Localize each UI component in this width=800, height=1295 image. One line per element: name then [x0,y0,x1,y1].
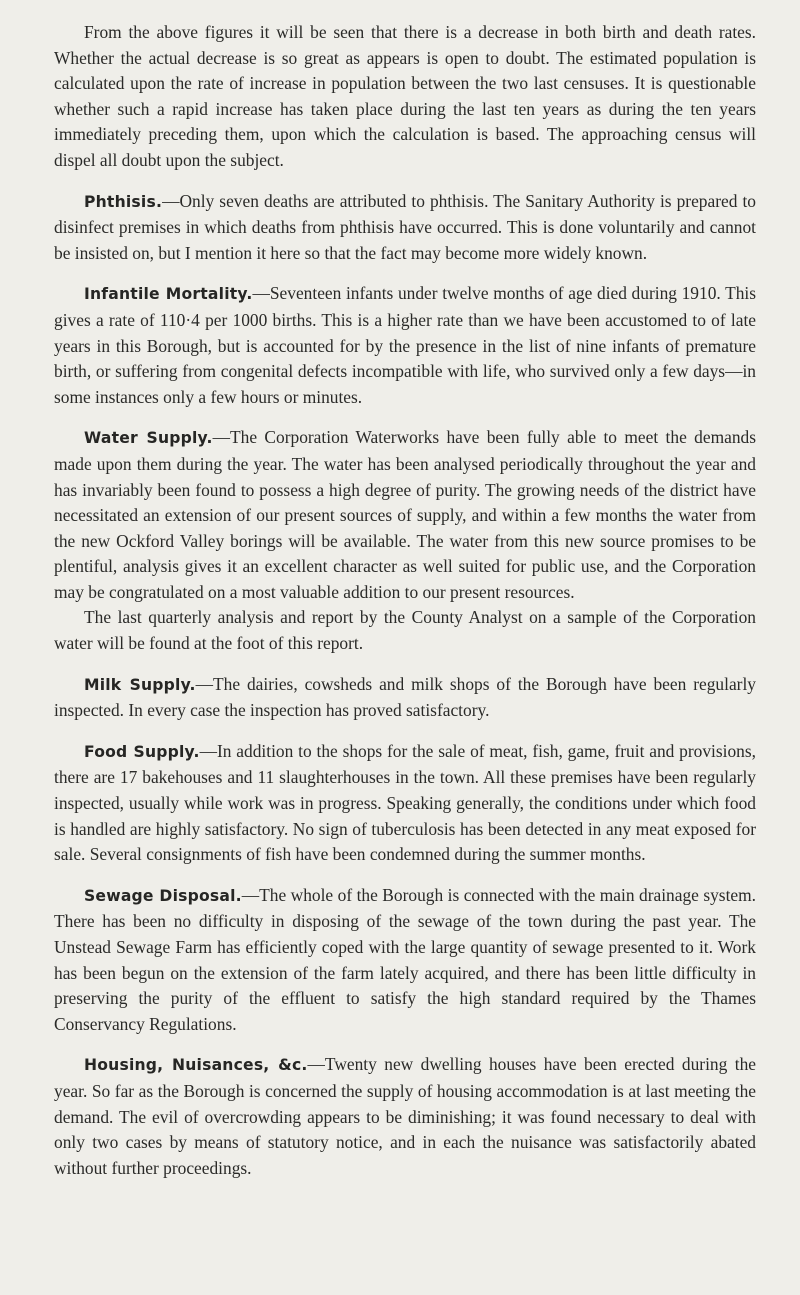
section-infantile-mortality [54,281,756,410]
section-heading-sewage-disposal: Sewage Disposal. [84,886,242,905]
section-heading-phthisis: Phthisis. [84,192,163,211]
section-text-milk-supply: —The dairies, cowsheds and milk shops of the Borough have been regularly inspected. In every case the inspection has proved satisfactory. [54,673,756,721]
section-milk-supply [54,672,756,724]
section-phthisis [54,189,756,267]
intro-paragraph: From the above figures it will be seen that there is a decrease in both birth and death rates. Whether the actual decrease is so great as appears is open to doubt. The estimated population is calculated upon the rate of increase in population between the two last censuses. It is questionable whether such a rapid increase has taken place during the last ten years as during the ten years immediately preceding them, upon which the calculation is based. The approaching census will dispel all doubt upon the subject. [54,22,756,170]
section-text-housing-nuisances: —Twenty new dwelling houses have been erected during the year. So far as the Borough is concerned the supply of housing accommodation is at last meeting the demand. The evil of overcrowding appears to be diminishing; it was found necessary to deal with only two cases by means of statutory notice, and in each the nuisance was satisfactorily abated without further proceedings. [54,1054,756,1178]
section-text-food-supply: —In addition to the shops for the sale of meat, fish, game, fruit and provisions, there are 17 bakehouses and 11 slaughterhouses in the town. All these premises have been regularly inspected, usually while work was in progress. Speaking generally, the conditions under which food is handled are highly satisfactory. No sign of tuberculosis has been detected in any meat exposed for sale. Several consignments of fish have been condemned during the summer months. [54,740,756,865]
section-sewage-disposal [54,883,756,1038]
section-heading-food-supply: Food Supply. [84,742,200,761]
section-text-sewage-disposal: —The whole of the Borough is connected with the main drainage system. There has been no difficulty in disposing of the sewage of the town during the past year. The Unstead Sewage Farm has efficiently coped with the large quantity of sewage presented to it. Work has been begun on the extension of the farm lately acquired, and there has been little difficulty in preserving the purity of the effluent to satisfy the high standard required by the Thames Conservancy Regulations. [54,884,756,1034]
section-heading-milk-supply: Milk Supply. [84,675,196,694]
section-text-phthisis: —Only seven deaths are attributed to phthisis. The Sanitary Authority is prepared to disinfect premises in which deaths from phthisis have occurred. This is done voluntarily and cannot be insisted on, but I mention it here so that the fact may become more widely known. [54,190,756,263]
section-housing-nuisances [54,1052,756,1181]
section-heading-housing-nuisances: Housing, Nuisances, &c. [84,1056,308,1075]
section-food-supply [54,739,756,868]
section-text-water-supply: —The Corporation Waterworks have been fully able to meet the demands made upon them during the year. The water has been analysed periodically throughout the year and has invariably been found to possess a high degree of purity. The growing needs of the district have necessitated an extension of our present sources of supply, and within a few months the water from the new Ockford Valley borings will be available. The water from this new source promises to be plentiful, analysis gives it an excellent character as well suited for public use, and the Corporation may be congratulated on a most valuable addition to our present resources. [54,427,756,602]
section-heading-water-supply: Water Supply. [84,429,213,448]
section-continuation-water-supply: The last quarterly analysis and report by the County Analyst on a sample of the Corporation water will be found at the foot of this report. [54,607,756,654]
section-text-infantile-mortality: —Seventeen infants under twelve months of age died during 1910. This gives a rate of 110·4 per 1000 births. This is a higher rate than we have been accustomed to of late years in this Borough, but is accounted for by the presence in the list of nine infants of premature birth, or suffering from congenital defects incompatible with life, who survived only a few days—in some instances only a few hours or minutes. [54,283,756,407]
section-heading-infantile-mortality: Infantile Mortality. [84,285,253,304]
section-water-supply [54,425,756,605]
